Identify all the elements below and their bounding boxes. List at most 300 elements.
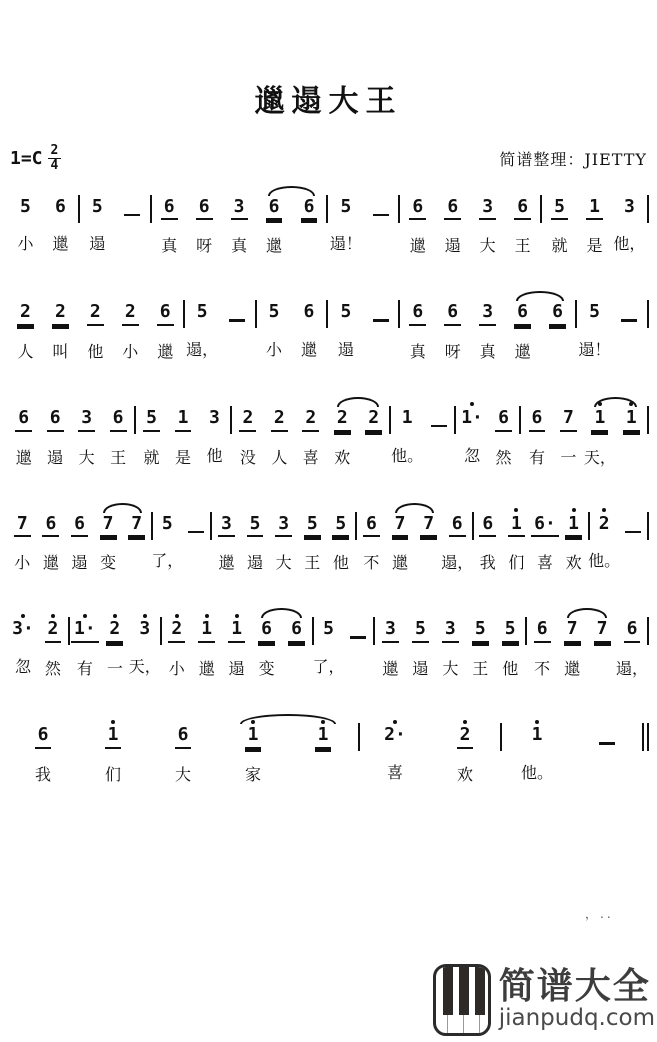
- note: [590, 507, 619, 569]
- note: [553, 401, 584, 465]
- barline: [647, 406, 649, 434]
- dash: [115, 190, 150, 250]
- note: [162, 612, 192, 679]
- note-number: 1: [105, 725, 122, 749]
- note: [400, 190, 435, 254]
- note-number: 7: [420, 514, 437, 538]
- note-number: 5: [196, 301, 208, 323]
- site-name: 简谱大全: [498, 966, 651, 1008]
- note: [100, 612, 130, 679]
- note-number: 6: [409, 197, 426, 221]
- note-number: 6: [71, 514, 88, 538]
- lyric: 他: [206, 445, 223, 465]
- note: [495, 612, 525, 679]
- note: [465, 612, 495, 679]
- note-number: 3·: [12, 618, 34, 640]
- note-number: 1: [508, 514, 525, 538]
- note-number: 6: [409, 302, 426, 326]
- note: [153, 507, 182, 569]
- lyric: 他: [87, 341, 104, 361]
- lyric: 了，: [151, 551, 184, 571]
- note: [128, 612, 161, 677]
- dash: [343, 612, 373, 672]
- lyric: 邋: [564, 659, 581, 679]
- note-number: 6: [288, 619, 305, 643]
- lyric: 了，: [312, 657, 345, 677]
- note-number: 5: [143, 408, 160, 432]
- lyric: 他: [332, 553, 349, 573]
- note: [357, 507, 386, 571]
- note-number: 2·: [384, 724, 406, 746]
- note: [400, 295, 435, 359]
- lyric: 就: [551, 236, 568, 256]
- note: [405, 612, 435, 679]
- lyric: 忽: [14, 657, 31, 677]
- slur-arc: [268, 186, 316, 196]
- note: [312, 612, 345, 677]
- dash: [423, 401, 454, 461]
- lyric: 喜: [536, 553, 553, 573]
- note-number: 3: [479, 197, 496, 221]
- note: [152, 190, 187, 254]
- note-number: 7: [560, 408, 577, 432]
- lyric: 遢: [337, 339, 354, 359]
- note-number: 6: [157, 302, 174, 326]
- note: [577, 190, 612, 254]
- lyric: 邋: [266, 236, 283, 256]
- lyric: 遢: [412, 659, 429, 679]
- note: [430, 718, 500, 782]
- lyric: 大: [78, 447, 95, 467]
- note-number: 6: [258, 619, 275, 643]
- watermark-text: [499, 968, 655, 1031]
- note-number: 1·: [461, 406, 483, 428]
- note-number: 1: [591, 408, 608, 432]
- final-barline: [642, 723, 649, 751]
- note: [502, 507, 531, 571]
- note: [241, 507, 270, 571]
- barline: [647, 300, 649, 328]
- dash-line: [431, 425, 447, 428]
- lyric: 小: [168, 659, 185, 679]
- note: [282, 612, 312, 676]
- note: [43, 190, 78, 252]
- note-number: 6: [514, 302, 531, 326]
- music-system: [8, 612, 649, 679]
- note-number: 6: [266, 197, 283, 221]
- dash-line: [373, 214, 389, 217]
- lyric: 遢: [444, 236, 461, 256]
- note-number: 7: [100, 514, 117, 538]
- lyric: 欢: [565, 553, 582, 573]
- note-number: 2: [302, 408, 319, 432]
- arranger-credit: 简谱整理：JIETTY: [499, 150, 647, 170]
- note-number: 6: [42, 514, 59, 538]
- note-number: 1: [198, 619, 215, 643]
- note-number: 2: [239, 408, 256, 432]
- note: [470, 295, 505, 359]
- lyric: 是: [174, 447, 191, 467]
- note: [435, 295, 470, 359]
- lyric: 们: [508, 553, 525, 573]
- note: [505, 295, 540, 359]
- lyric: 真: [409, 341, 426, 361]
- note-number: 6: [444, 302, 461, 326]
- lyric: 遢！: [578, 339, 611, 359]
- note-number: 3: [442, 619, 459, 643]
- lyric: 们: [104, 764, 121, 784]
- lyric: 遢: [89, 234, 106, 254]
- note: [456, 401, 487, 463]
- note: [257, 190, 292, 254]
- note: [187, 190, 222, 254]
- note-number: 6: [363, 514, 380, 538]
- dash: [363, 295, 398, 355]
- note-number: 3: [78, 408, 95, 432]
- barline: [647, 512, 649, 540]
- lyric: 遢: [71, 553, 88, 573]
- note: [358, 401, 389, 465]
- lyric: 真: [231, 236, 248, 256]
- lyric: 大: [174, 764, 191, 784]
- note: [295, 401, 326, 465]
- note-number: 6: [534, 619, 551, 643]
- key-signature: 1=C: [10, 148, 43, 170]
- lyric: 没: [239, 447, 256, 467]
- slur-group: [386, 507, 443, 571]
- note-number: 5: [268, 301, 280, 323]
- barline: [647, 617, 649, 645]
- note-number: 1: [228, 619, 245, 643]
- lyric: 小: [17, 234, 34, 254]
- slur-group: [94, 507, 151, 571]
- note: [527, 612, 557, 679]
- note-number: 7: [128, 514, 145, 538]
- note: [616, 401, 647, 465]
- note: [8, 190, 43, 252]
- slur-group: [218, 718, 358, 782]
- lyric: 遢: [47, 447, 64, 467]
- meta-row: [0, 144, 657, 174]
- dash-line: [124, 214, 140, 217]
- note-number: 6: [54, 195, 66, 217]
- slur-arc: [103, 503, 142, 513]
- lyric: 我: [34, 764, 51, 784]
- note-number: 5: [340, 301, 352, 323]
- music-system: [8, 190, 649, 254]
- note: [39, 401, 70, 465]
- note-number: 2: [122, 302, 139, 326]
- note: [559, 507, 588, 571]
- lyric: 王: [304, 553, 321, 573]
- note-number: 7: [564, 619, 581, 643]
- lyric: 不: [534, 659, 551, 679]
- note-number: 3: [479, 302, 496, 326]
- note: [386, 507, 415, 571]
- lyric: 就: [143, 447, 160, 467]
- note-number: 1: [401, 406, 413, 428]
- lyric: 他，: [613, 234, 646, 254]
- note-number: 5: [332, 514, 349, 538]
- lyric: 有: [76, 659, 93, 679]
- note-number: 2: [365, 408, 382, 432]
- slur-arc: [594, 397, 637, 407]
- music-system: [8, 295, 649, 359]
- note-number: 3: [218, 514, 235, 538]
- note: [37, 507, 66, 571]
- note: [375, 612, 405, 679]
- note: [71, 401, 102, 465]
- music-system: [8, 401, 649, 465]
- note-number: 6: [303, 301, 315, 323]
- note: [540, 295, 575, 359]
- note: [584, 401, 615, 465]
- lyric: 一: [560, 447, 577, 467]
- note: [612, 190, 647, 252]
- song-title: 邋遢大王: [254, 84, 403, 119]
- note-number: 6: [15, 408, 32, 432]
- lyric: 邋: [42, 553, 59, 573]
- note-number: 5: [304, 514, 321, 538]
- slur-arc: [395, 503, 434, 513]
- note-number: 2: [457, 725, 474, 749]
- dash: [618, 507, 647, 567]
- dash-line: [625, 531, 641, 534]
- note: [185, 295, 220, 357]
- dash-line: [188, 531, 204, 534]
- note: [8, 295, 43, 359]
- note-number: 3: [231, 197, 248, 221]
- note-number: 6: [161, 197, 178, 221]
- lyric: 邋: [514, 341, 531, 361]
- lyric: 有: [528, 447, 545, 467]
- note-number: 5: [91, 195, 103, 217]
- note: [222, 190, 257, 254]
- note-number: 1: [623, 408, 640, 432]
- lyric: 忽: [464, 445, 481, 465]
- note-number: 3: [209, 406, 220, 428]
- lyric: 呀: [196, 236, 213, 256]
- lyric: 小: [14, 553, 31, 573]
- slur-arc: [567, 608, 608, 618]
- dash: [182, 507, 211, 567]
- lyric: 我: [479, 553, 496, 573]
- note: [94, 507, 123, 571]
- note: [78, 295, 113, 359]
- music-system: [8, 507, 649, 571]
- note: [269, 507, 298, 571]
- lyric: 大: [275, 553, 292, 573]
- lyric: 邋: [382, 659, 399, 679]
- note: [327, 401, 358, 465]
- note: [232, 401, 263, 465]
- lyric: 天，: [128, 657, 161, 677]
- note-number: 1: [565, 514, 582, 538]
- lyric: 他。: [520, 762, 553, 782]
- note-number: 6: [495, 408, 512, 432]
- dash: [363, 190, 398, 250]
- lyric: 遢，: [616, 659, 649, 679]
- lyric: 变: [258, 659, 275, 679]
- note-number: 5: [340, 195, 352, 217]
- note: [148, 718, 218, 782]
- note: [222, 612, 252, 679]
- note: [212, 507, 241, 571]
- note: [218, 718, 288, 782]
- note-number: 3: [275, 514, 292, 538]
- lyric: 人: [17, 341, 34, 361]
- lyric: 王: [472, 659, 489, 679]
- lyric: 喜: [386, 762, 403, 782]
- dash: [612, 295, 647, 355]
- note-number: 2: [334, 408, 351, 432]
- note: [136, 401, 167, 465]
- note: [488, 401, 519, 465]
- note-number: 1: [586, 197, 603, 221]
- barline: [647, 195, 649, 223]
- note: [435, 612, 465, 679]
- key-time-signature: [10, 144, 61, 174]
- note-number: 6: [175, 725, 192, 749]
- note-number: 5: [20, 195, 31, 217]
- note-number: 6: [479, 514, 496, 538]
- site-watermark: [433, 964, 655, 1036]
- note: [542, 190, 577, 254]
- note: [8, 718, 78, 782]
- note-number: 6: [624, 619, 641, 643]
- time-signature-numerator: 2: [48, 144, 62, 159]
- note-number: 5: [412, 619, 429, 643]
- note-number: 6: [514, 197, 531, 221]
- note: [288, 718, 358, 782]
- note-number: 2: [106, 619, 123, 643]
- dash-line: [229, 319, 245, 322]
- note: [443, 507, 472, 571]
- lyric: 天，: [583, 447, 616, 467]
- note-number: 7: [14, 514, 31, 538]
- lyric: 遢，: [441, 553, 474, 573]
- note-number: 5: [247, 514, 264, 538]
- note: [292, 190, 327, 254]
- note: [292, 295, 327, 357]
- note-number: 6: [549, 302, 566, 326]
- lyric: 邋: [15, 447, 32, 467]
- lyric: 不: [363, 553, 380, 573]
- lyric: 大: [479, 236, 496, 256]
- dash: [572, 718, 642, 778]
- dash: [220, 295, 255, 355]
- note-number: 6: [529, 408, 546, 432]
- note: [531, 507, 560, 571]
- note: [577, 295, 612, 357]
- lyric: 欢: [334, 447, 351, 467]
- lyric: 真: [161, 236, 178, 256]
- note-number: 7: [594, 619, 611, 643]
- note: [65, 507, 94, 571]
- lyric: 大: [442, 659, 459, 679]
- lyric: 真: [479, 341, 496, 361]
- piano-keys-icon: [433, 964, 491, 1036]
- note-number: 2: [168, 619, 185, 643]
- stray-scan-marks: ，..: [585, 907, 614, 921]
- note: [470, 190, 505, 254]
- slur-group: [584, 401, 647, 465]
- note-number: 2: [17, 302, 34, 326]
- lyric: 王: [514, 236, 531, 256]
- lyric: 邋: [52, 234, 69, 254]
- note-number: 6: [449, 514, 466, 538]
- note-number: 3: [139, 618, 151, 640]
- lyric: 邋: [409, 236, 426, 256]
- note: [8, 612, 38, 677]
- time-signature-denominator: 4: [50, 158, 59, 174]
- note: [616, 612, 649, 679]
- lyric: 遢: [247, 553, 264, 573]
- note-number: 7: [392, 514, 409, 538]
- note-number: 1: [315, 725, 332, 749]
- slur-group: [505, 295, 575, 359]
- lyric: 遢！: [329, 234, 362, 254]
- lyric: 变: [100, 553, 117, 573]
- note-number: 1: [245, 725, 262, 749]
- lyric: 然: [44, 659, 61, 679]
- score: [0, 174, 657, 782]
- note-number: 2: [598, 512, 610, 534]
- note: [264, 401, 295, 465]
- lyric: 人: [271, 447, 288, 467]
- note-number: 5: [161, 512, 173, 534]
- note: [502, 718, 572, 780]
- lyric: 他: [502, 659, 519, 679]
- note: [199, 401, 230, 463]
- note: [43, 295, 78, 359]
- lyric: 是: [586, 236, 603, 256]
- note: [328, 190, 363, 252]
- note: [327, 507, 356, 571]
- lyric: 邋: [218, 553, 235, 573]
- lyric: 喜: [302, 447, 319, 467]
- note: [113, 295, 148, 359]
- note-number: 2: [87, 302, 104, 326]
- lyric: 邋: [300, 339, 317, 359]
- note: [148, 295, 183, 359]
- note: [38, 612, 68, 679]
- lyric: 邋: [392, 553, 409, 573]
- lyric: 他。: [588, 551, 621, 571]
- lyric: 小: [122, 341, 139, 361]
- slur-arc: [516, 291, 564, 301]
- note-number: 6: [301, 197, 318, 221]
- note-number: 5: [589, 301, 600, 323]
- note-number: 5: [323, 618, 334, 640]
- note: [192, 612, 222, 679]
- lyric: 家: [244, 764, 261, 784]
- note-number: 6: [47, 408, 64, 432]
- note: [80, 190, 115, 252]
- note: [587, 612, 617, 676]
- note: [474, 507, 503, 571]
- note: [8, 507, 37, 571]
- note-number: 6: [196, 197, 213, 221]
- lyric: 叫: [52, 341, 69, 361]
- slur-group: [257, 190, 327, 254]
- dash-line: [373, 319, 389, 322]
- note: [122, 507, 151, 571]
- note-number: 6: [444, 197, 461, 221]
- note: [252, 612, 282, 679]
- slur-group: [557, 612, 617, 679]
- note-number: 6·: [531, 514, 559, 538]
